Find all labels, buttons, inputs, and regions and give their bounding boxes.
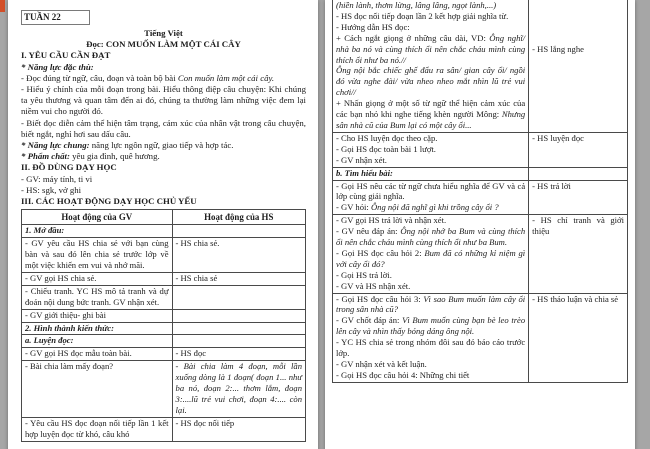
answer-run: Vì Bum muốn cùng bạn bè leo trèo lên cây và nhìn thấy bóng dáng ông nội. [336, 315, 526, 337]
hs-cell[interactable] [529, 0, 628, 132]
paragraph-nang-luc-chung[interactable] [21, 140, 306, 151]
example-run: Nhưng sân nhà cũ của Bum lại có một cây ổi... [336, 109, 526, 130]
gv-paragraph [336, 226, 525, 248]
hs-cell[interactable] [172, 285, 305, 309]
gv-paragraph [336, 370, 525, 381]
text-run: - Gọi HS đọc câu hỏi 4: [336, 369, 420, 380]
gv-paragraph: - GV gọi HS chia sẻ. [25, 272, 97, 283]
hs-paragraph: - Bài chia làm 4 đoạn, mỗi lần xuống dòng là 1 đoạn( đoạn 1... như ba nó, đoạn 2:... thơm lắm, đoạn 3:....lũ trẻ vui chơi, đoạn 4:.... còn lại. [175, 361, 302, 415]
text-run: Những chi tiết [419, 369, 470, 380]
gv-paragraph: Ông nội bắc chiếc ghế đẩu ra sân/ gian cây ổi/ ngồi đó vừa nghe đài/ vừa nheo nheo mắt nhìn lũ trẻ vui chơi// [336, 65, 526, 98]
hs-paragraph: - HS trả lời [532, 180, 571, 191]
gv-paragraph: a. Luyện đọc: [25, 335, 74, 346]
gv-paragraph: 2. Hình thành kiến thức: [25, 322, 114, 333]
text-run: - Đọc đúng từ ngữ, câu, đoạn và toàn bộ bài [21, 72, 178, 83]
gv-paragraph: - Cho HS luyện đọc theo cặp. [336, 132, 438, 143]
hs-paragraph: - HS lắng nghe [532, 44, 584, 54]
question-run: Bum đã có những kỉ niệm gì với cây ổi đó? [336, 247, 526, 269]
hs-cell[interactable] [529, 167, 628, 180]
gv-paragraph: (hiền lành, thơm lừng, lâng lâng, ngọt lành,...) [336, 0, 497, 10]
gv-cell[interactable] [22, 285, 173, 309]
gv-paragraph: - GV nhận xét và kết luận. [336, 359, 427, 369]
hs-cell[interactable] [172, 361, 305, 418]
gv-paragraph: - GV yêu cầu HS chia sẻ với bạn cùng bàn và sau đó lên chia sẻ trước lớp về một việc khiến em vui và nhớ mãi. [25, 238, 169, 270]
hs-cell[interactable] [529, 132, 628, 167]
document-page-1[interactable] [8, 0, 318, 449]
hs-paragraph: - HS chỉ tranh và giới thiệu [532, 215, 624, 237]
gv-paragraph [336, 98, 525, 131]
gv-paragraph [336, 202, 525, 213]
gv-cell[interactable] [333, 132, 529, 167]
hs-cell[interactable] [529, 215, 628, 293]
gv-cell[interactable] [333, 180, 529, 215]
window-corner-accent-mark [0, 0, 5, 12]
text-run: + Cách ngắt giọng ở những câu dài, VD: [336, 32, 490, 43]
text-run: - Gọi HS đọc câu hỏi 2: [336, 247, 425, 258]
gv-cell[interactable] [333, 293, 529, 382]
table-row [333, 293, 628, 382]
answer-run: Ông nội nhớ ba Bum và cùng thích ổi nên chắc cháu mình cùng thích ổi như ba Bum. [336, 226, 526, 248]
text-run: - Gọi HS đọc câu hỏi 3: [336, 293, 424, 304]
subject-heading[interactable]: Tiếng Việt [144, 28, 183, 38]
gv-cell[interactable] [22, 417, 173, 441]
hs-cell[interactable] [172, 348, 305, 361]
activities-table-page2 [332, 0, 628, 383]
gv-paragraph: - YC HS chia sẻ trong nhóm đôi sau đó báo cáo trước lớp. [336, 337, 526, 359]
gv-paragraph: - Gọi HS trả lời. [336, 269, 392, 280]
gv-paragraph: - GV gọi HS trả lời và nhận xét. [336, 215, 447, 226]
hs-cell[interactable] [172, 309, 305, 322]
gv-cell[interactable] [22, 361, 173, 418]
nang-luc-dac-thu-heading[interactable]: * Năng lực đặc thù: [21, 61, 94, 72]
gv-cell[interactable] [333, 0, 529, 132]
week-label: TUẦN 22 [24, 12, 61, 22]
gv-paragraph: - Bài chia làm mấy đoạn? [25, 361, 114, 372]
hs-paragraph: - HS chia sẻ. [175, 238, 220, 249]
table-row [333, 215, 628, 293]
gv-cell[interactable] [22, 238, 173, 273]
table-row [22, 335, 306, 348]
text-run: năng lực ngôn ngữ, giao tiếp và hợp tác. [89, 140, 234, 151]
question-run: Ông nội đã nghĩ gì khi trồng cây ổi ? [370, 202, 499, 213]
lesson-title[interactable]: Đọc: CON MUỐN LÀM MỘT CÁI CÂY [86, 39, 241, 50]
paragraph-doc-dung[interactable] [21, 73, 306, 84]
gv-paragraph: - Yêu cầu HS đọc đoạn nối tiếp lần 1 kết hợp luyện đọc từ khó, câu khó [25, 417, 169, 439]
section-iii-heading[interactable]: III. CÁC HOẠT ĐỘNG DẠY HỌC CHỦ YẾU [21, 196, 197, 207]
gv-paragraph: - Gọi HS đọc toàn bài 1 lượt. [336, 143, 436, 154]
gv-paragraph: - Chiếu tranh. YC HS mô tả tranh và dự đoán nội dung bức tranh. GV nhận xét. [25, 285, 169, 307]
gv-paragraph [336, 248, 525, 270]
gv-paragraph: 1. Mở đầu: [25, 225, 65, 236]
table-row [22, 309, 306, 322]
table-header-row [22, 210, 306, 225]
gv-paragraph [336, 315, 525, 337]
table-row [22, 285, 306, 309]
gv-cell[interactable] [22, 322, 173, 335]
table-row [333, 167, 628, 180]
paragraph-hieu-y-chinh[interactable]: - Hiểu ý chính của mỗi đoạn trong bài. Hiểu thông điệp câu chuyện: Khi chúng ta yêu thương và quan tâm đến ai đó, chúng ta thường làm những việc đem lại niềm vui cho người đó. [21, 84, 306, 117]
document-page-2[interactable] [325, 0, 635, 449]
gv-paragraph [336, 294, 525, 316]
gv-paragraph: - GV nhận xét. [336, 154, 387, 165]
gv-cell[interactable] [22, 348, 173, 361]
gv-paragraph [336, 33, 525, 66]
table-row [22, 322, 306, 335]
label-run: * Phẩm chất: [21, 151, 70, 162]
table-row [22, 417, 306, 441]
text-run: yêu gia đình, quê hương. [69, 151, 160, 162]
hs-paragraph: - HS thảo luận và chia sẻ [532, 293, 619, 304]
table-row [22, 361, 306, 418]
hs-paragraph: - HS đọc nối tiếp [175, 417, 235, 428]
hs-cell[interactable] [172, 335, 305, 348]
hs-cell[interactable] [529, 293, 628, 382]
table-row [22, 348, 306, 361]
hs-header-cell[interactable]: Hoạt động của HS [172, 210, 305, 225]
table-row [333, 180, 628, 215]
text-run: - GV hỏi: [336, 202, 371, 213]
week-label-frame[interactable] [21, 10, 90, 25]
text-run: - GV nêu đáp án: [336, 226, 401, 237]
section-i-heading[interactable]: I. YÊU CẦU CẦN ĐẠT [21, 50, 111, 61]
gv-cell[interactable] [333, 215, 529, 293]
gv-cell[interactable] [22, 272, 173, 285]
hs-cell[interactable] [172, 238, 305, 273]
hs-cell[interactable] [529, 180, 628, 215]
hs-cell[interactable] [172, 272, 305, 285]
paragraph-pham-chat[interactable] [21, 151, 306, 162]
paragraph-biet-doc[interactable]: - Biết đọc diễn cảm thể hiện tâm trạng, cảm xúc của nhân vật trong câu chuyện, biết ngắt, nghỉ hơi sau dấu câu. [21, 117, 306, 139]
text-run: + Nhấn giọng ở một số từ ngữ thể hiện cảm xúc của các bạn nhỏ khi nghe tiếng khèn người Mông: [336, 98, 526, 120]
hs-cell[interactable] [172, 225, 305, 238]
question-run: Vì sao Bum muốn làm cây ổi trong sân nhà cũ? [336, 293, 526, 315]
gv-paragraph: - GV gọi HS đọc mẫu toàn bài. [25, 348, 132, 359]
label-run: * Năng lực chung: [21, 140, 90, 151]
gv-cell[interactable] [333, 167, 529, 180]
table-row [22, 238, 306, 273]
gv-paragraph: - Hướng dẫn HS đọc: [336, 21, 410, 32]
gv-cell[interactable] [22, 309, 173, 322]
section-ii-heading[interactable]: II. ĐỒ DÙNG DẠY HỌC [21, 162, 117, 173]
hs-cell[interactable] [172, 322, 305, 335]
hs-paragraph: - HS luyện đọc [532, 132, 584, 143]
gv-paragraph: b. Tìm hiểu bài: [336, 167, 393, 178]
hs-paragraph: - HS đọc [175, 348, 207, 359]
activities-table-page1 [21, 209, 306, 441]
hs-cell[interactable] [172, 417, 305, 441]
gv-paragraph: - GV giới thiệu- ghi bài [25, 309, 107, 320]
gv-cell[interactable] [22, 225, 173, 238]
hs-paragraph: - HS chia sẻ [175, 272, 218, 283]
table-row [333, 132, 628, 167]
table-row [333, 0, 628, 132]
gv-paragraph: - GV và HS nhận xét. [336, 280, 411, 291]
gv-cell[interactable] [22, 335, 173, 348]
text-run: - GV chốt đáp án: [336, 315, 403, 326]
gv-header-cell[interactable]: Hoạt động của GV [22, 210, 173, 225]
gv-paragraph: - HS đọc nối tiếp đoạn lần 2 kết hợp giải nghĩa từ. [336, 10, 509, 21]
paragraph-do-dung-hs[interactable]: - HS: sgk, vở ghi [21, 184, 82, 195]
book-title-run: Con muốn làm một cái cây. [177, 72, 275, 83]
gv-paragraph: - Gọi HS nêu các từ ngữ chưa hiểu nghĩa để GV và cả lớp cùng giải nghĩa. [336, 180, 526, 202]
paragraph-do-dung-gv[interactable]: - GV: máy tính, ti vi [21, 173, 93, 184]
example-run: Ông nghĩ/ nhà ba nó và cùng thích ổi nên chắc cháu mình cùng thích ổi như ba nó.// [336, 32, 526, 65]
table-row [22, 225, 306, 238]
table-row [22, 272, 306, 285]
